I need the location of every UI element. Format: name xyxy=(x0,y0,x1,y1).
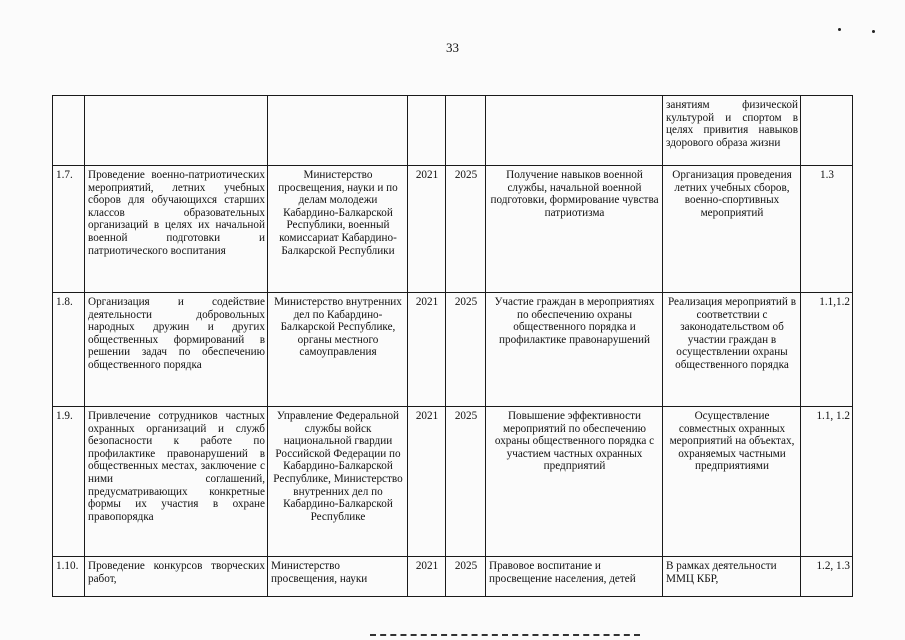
table-row xyxy=(53,166,853,293)
indicator-cell: Реализация мероприятий в соответствии с законодательством об участии граждан в осуществлении охраны общественного порядка xyxy=(663,293,801,407)
indicator-cell: занятиям физической культурой и спортом в целях привития навыков здорового образа жизни xyxy=(663,96,801,166)
end-year-cell xyxy=(446,96,486,166)
event-cell: Организация и содействие деятельности добровольных народных дружин и других общественных формирований в решении задач по обеспечению общественного порядка xyxy=(85,293,268,407)
table-row xyxy=(53,293,853,407)
executor-cell: Управление Федеральной службы войск национальной гвардии Российской Федерации по Кабардино-Балкарской Республике, Министерство внутренних дел по Кабардино-Балкарской Республике xyxy=(268,407,408,557)
executor-cell: Министерство просвещения, науки xyxy=(268,557,408,597)
row-number: 1.7. xyxy=(53,166,85,293)
result-cell xyxy=(486,96,663,166)
link-cell: 1.1, 1.2 xyxy=(801,407,853,557)
executor-cell: Министерство просвещения, науки и по делам молодежи Кабардино-Балкарской Республики, военный комиссариат Кабардино-Балкарской Республики xyxy=(268,166,408,293)
link-cell xyxy=(801,96,853,166)
indicator-cell: В рамках деятельности ММЦ КБР, xyxy=(663,557,801,597)
indicator-cell: Осуществление совместных охранных мероприятий на объектах, охраняемых частными предприятиями xyxy=(663,407,801,557)
event-cell xyxy=(85,96,268,166)
event-cell: Привлечение сотрудников частных охранных организаций и служб безопасности к работе по профилактике правонарушений в общественных местах, заключение с ними соглашений, предусматривающих конкретные формы их участия в охране правопорядка xyxy=(85,407,268,557)
row-number: 1.8. xyxy=(53,293,85,407)
start-year-cell: 2021 xyxy=(408,407,446,557)
link-cell: 1.3 xyxy=(801,166,853,293)
row-number: 1.9. xyxy=(53,407,85,557)
executor-cell xyxy=(268,96,408,166)
end-year-cell: 2025 xyxy=(446,293,486,407)
row-number: 1.10. xyxy=(53,557,85,597)
table-row xyxy=(53,407,853,557)
link-cell: 1.1,1.2 xyxy=(801,293,853,407)
link-cell: 1.2, 1.3 xyxy=(801,557,853,597)
measures-table xyxy=(52,95,853,597)
indicator-cell: Организация проведения летних учебных сборов, военно-спортивных мероприятий xyxy=(663,166,801,293)
result-cell: Получение навыков военной службы, начальной военной подготовки, формирование чувства патриотизма xyxy=(486,166,663,293)
executor-cell: Министерство внутренних дел по Кабардино-Балкарской Республике, органы местного самоуправления xyxy=(268,293,408,407)
result-cell: Правовое воспитание и просвещение населения, детей xyxy=(486,557,663,597)
result-cell: Повышение эффективности мероприятий по обеспечению охраны общественного порядка с участием частных охранных предприятий xyxy=(486,407,663,557)
result-cell: Участие граждан в мероприятиях по обеспечению охраны общественного порядка и профилактике правонарушений xyxy=(486,293,663,407)
start-year-cell: 2021 xyxy=(408,293,446,407)
event-cell: Проведение военно-патриотических мероприятий, летних учебных сборов для обучающихся старших классов образовательных организаций в целях их начальной военной подготовки и патриотического воспитания xyxy=(85,166,268,293)
table-row xyxy=(53,557,853,597)
end-year-cell: 2025 xyxy=(446,407,486,557)
start-year-cell: 2021 xyxy=(408,557,446,597)
row-number xyxy=(53,96,85,166)
table-row xyxy=(53,96,853,166)
page-number: 33 xyxy=(446,40,459,55)
end-year-cell: 2025 xyxy=(446,166,486,293)
event-cell: Проведение конкурсов творческих работ, xyxy=(85,557,268,597)
scan-artifact-marks xyxy=(370,634,640,640)
start-year-cell xyxy=(408,96,446,166)
end-year-cell: 2025 xyxy=(446,557,486,597)
start-year-cell: 2021 xyxy=(408,166,446,293)
scan-speck xyxy=(838,28,841,31)
scan-speck xyxy=(872,30,875,33)
